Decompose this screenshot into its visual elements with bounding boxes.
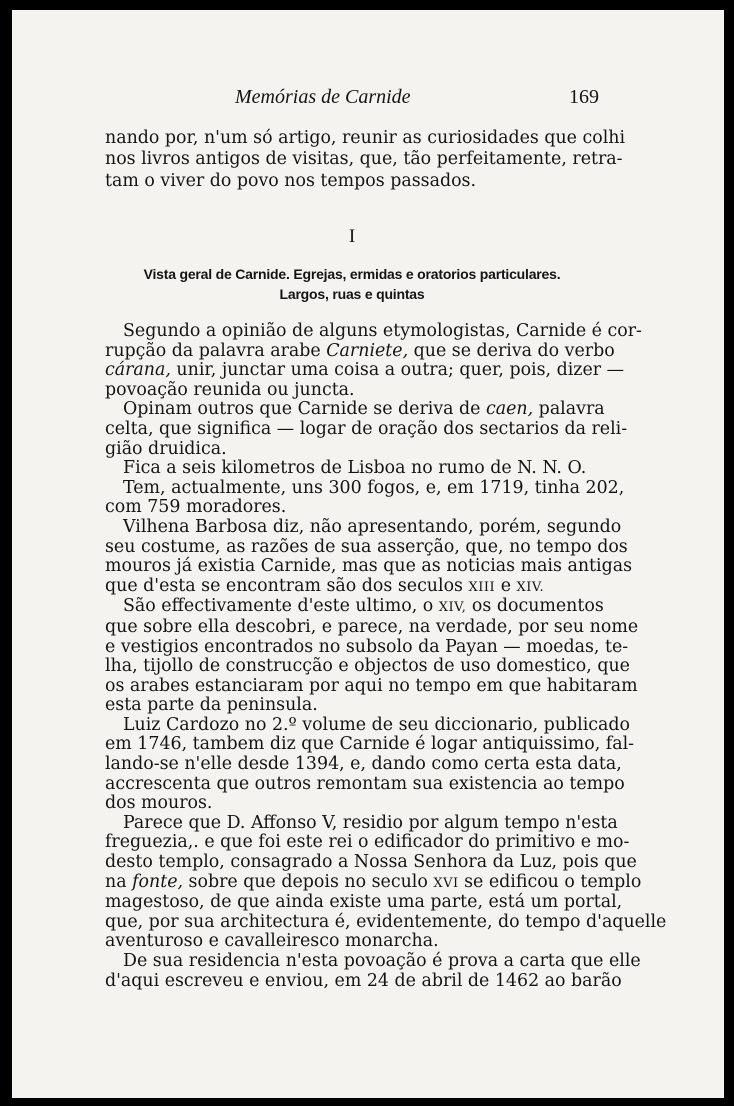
- book-page: [12, 10, 724, 1098]
- roman-numeral: XVI: [433, 875, 459, 891]
- italic-term: cárana,: [105, 360, 171, 381]
- text-line: na fonte, sobre que depois no seculo XVI se edificou o templo: [105, 871, 642, 892]
- page-number: 169: [569, 86, 599, 108]
- roman-numeral: XIV.: [516, 579, 545, 595]
- text-line: rupção da palavra arabe Carniete, que se deriva do verbo: [105, 340, 615, 361]
- text-line: Segundo a opinião de alguns etymologistas, Carnide é cor-: [123, 321, 642, 341]
- text-line: seu costume, as razões de sua asserção, que, no tempo dos: [105, 536, 628, 557]
- running-title: Memórias de Carnide: [235, 86, 411, 108]
- body-paragraph: [105, 714, 635, 814]
- text-line: lando-se n'elle desde 1394, e, dando como certa esta data,: [105, 754, 622, 775]
- text-line: Parece que D. Affonso V, residio por algum tempo n'esta: [123, 812, 618, 833]
- body-text: [105, 321, 667, 991]
- italic-term: caen,: [486, 399, 534, 420]
- text-line: São effectivamente d'este ultimo, o XIV, os documentos: [123, 596, 604, 617]
- text-line: freguezia,. e que foi este rei o edificador do primitivo e mo-: [105, 832, 630, 853]
- text-line: magestoso, de que ainda existe uma parte, está um portal,: [105, 892, 623, 913]
- text-line: De sua residencia n'esta povoação é prova a carta que elle: [123, 951, 641, 971]
- text-line: mouros já existia Carnide, mas que as noticias mais antigas: [105, 556, 632, 577]
- body-paragraph: [105, 459, 599, 479]
- text-line: com 759 moradores.: [105, 497, 287, 518]
- body-paragraph: [105, 812, 667, 952]
- text-line: Vilhena Barbosa diz, não apresentando, porém, segundo: [123, 516, 622, 537]
- text-line: accrescenta que outros remontam sua existencia ao tempo: [105, 773, 625, 794]
- body-paragraph: [105, 477, 625, 518]
- section-heading-line: Vista geral de Carnide. Egrejas, ermidas e oratorios particulares.: [143, 266, 561, 282]
- text-line: gião druidica.: [105, 438, 227, 459]
- roman-numeral: XIV,: [438, 600, 467, 616]
- body-paragraph: [105, 399, 628, 459]
- text-line: Luiz Cardozo no 2.º volume de seu diccionario, publicado: [123, 714, 630, 735]
- text-line: dos mouros.: [105, 793, 213, 814]
- text-line: que sobre ella descobri, e parece, na verdade, por seu nome: [105, 616, 639, 637]
- body-paragraph: [105, 951, 641, 991]
- body-paragraph: [105, 596, 639, 716]
- text-line: que d'esta se encontram são dos seculos XIII e XIV.: [105, 575, 545, 596]
- italic-term: fonte,: [132, 871, 184, 892]
- text-line: cárana, unir, junctar uma coisa a outra; quer, pois, dizer —: [105, 360, 624, 381]
- text-line: nos livros antigos de visitas, que, tão perfeitamente, retra-: [105, 149, 623, 170]
- roman-numeral: XIII: [468, 579, 496, 595]
- text-line: Tem, actualmente, uns 300 fogos, e, em 1719, tinha 202,: [123, 477, 625, 498]
- text-line: em 1746, tambem diz que Carnide é logar antiquissimo, fal-: [105, 734, 635, 755]
- text-line: Fica a seis kilometros de Lisboa no rumo de N. N. O.: [123, 458, 587, 479]
- text-line: nando por, n'um só artigo, reunir as curiosidades que colhi: [105, 128, 626, 148]
- body-paragraph: [105, 321, 642, 400]
- text-line: celta, que significa — logar de oração dos sectarios da reli-: [105, 418, 628, 439]
- page-header: [105, 86, 599, 116]
- text-line: os arabes estanciaram por aqui no tempo em que habitaram: [105, 675, 638, 696]
- text-line: povoação reunida ou juncta.: [105, 379, 355, 400]
- text-line: Opinam outros que Carnide se deriva de caen, palavra: [123, 399, 605, 420]
- text-line: aventuroso e cavalleiresco monarcha.: [105, 931, 439, 952]
- intro-paragraph: [105, 128, 626, 192]
- body-paragraph: [105, 516, 632, 597]
- text-line: d'aqui escreveu e enviou, em 24 de abril de 1462 ao barão: [105, 970, 622, 991]
- text-line: tam o viver do povo nos tempos passados.: [105, 170, 476, 191]
- text-line: desto templo, consagrado a Nossa Senhora da Luz, pois que: [105, 852, 637, 873]
- section-heading: [105, 264, 599, 304]
- text-line: lha, tijollo de construcção e objectos de uso domestico, que: [105, 656, 630, 677]
- text-line: esta parte da peninsula.: [105, 695, 318, 716]
- section-heading-line: Largos, ruas e quintas: [279, 286, 425, 302]
- section-number: I: [348, 226, 356, 247]
- text-line: que, por sua architectura é, evidentemente, do tempo d'aquelle: [105, 911, 667, 932]
- italic-term: Carniete,: [326, 340, 409, 361]
- text-line: e vestigios encontrados no subsolo da Payan — moedas, te-: [105, 636, 629, 657]
